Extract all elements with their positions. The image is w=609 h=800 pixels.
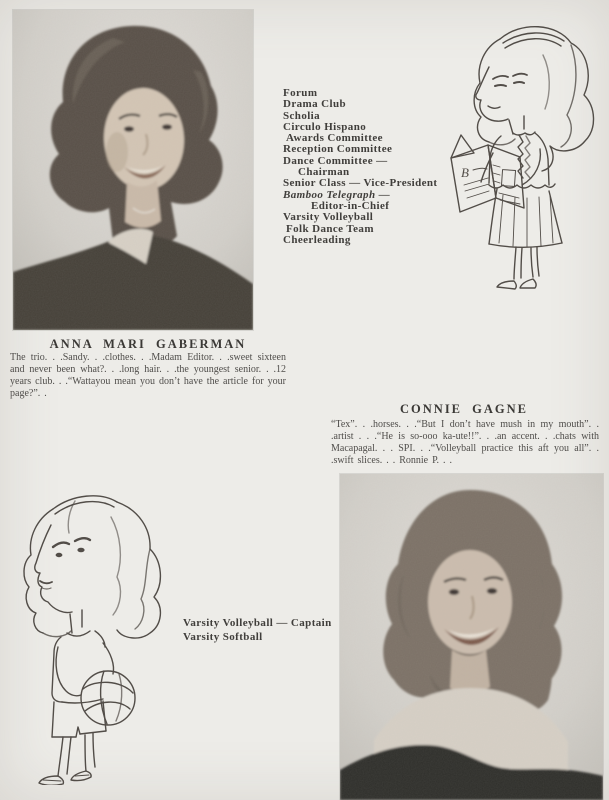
quote-gagne: “Tex”. . .horses. . .“But I don’t have mush in my mouth”. . .artist . . .“He is so-ooo ka-ute!!”. . .an accent. . .chats with Macapagal. . . SPI. . .“Volleyball practice this aft you all”. . .swift slices. . . Ronnie P. . . <box>331 419 599 466</box>
activities-list-gagne <box>183 617 332 644</box>
student-name-gagne: CONNIE GAGNE <box>400 402 528 416</box>
volleyball <box>81 671 135 725</box>
quote-gaberman: The trio. . .Sandy. . .clothes. . .Madam Editor. . .sweet sixteen and never been what?. . .long hair. . .the youngest senior. . .12 years club. . .“Wattayou mean you don’t have the article for your page?”. . <box>10 352 286 399</box>
publication-dash: — <box>375 188 391 201</box>
portrait-gaberman-illustration <box>13 10 253 330</box>
legs-feet <box>497 247 539 289</box>
hair <box>24 501 160 638</box>
activity-item: Dance Committee — <box>283 154 388 167</box>
activity-item: Varsity Volleyball <box>283 211 374 224</box>
portrait-gagne-illustration <box>340 474 603 800</box>
newspaper-text-lines <box>464 178 489 198</box>
face <box>35 525 90 613</box>
activity-item: Drama Club <box>283 98 346 111</box>
newspaper-masthead-letter: B <box>461 165 469 180</box>
skirt <box>489 189 562 247</box>
activity-item: Senior Class — Vice-President <box>283 177 438 190</box>
headband <box>503 33 564 48</box>
caricature-volleyball-girl-drawing <box>15 483 165 785</box>
photo-grain <box>13 10 253 330</box>
face <box>476 67 527 121</box>
shoe-left <box>497 281 516 289</box>
activity-item: Awards Committee <box>286 132 383 145</box>
shoe-right <box>520 279 536 288</box>
publication-title: Bamboo Telegraph <box>283 188 376 201</box>
caricature-newspaper-girl-drawing <box>443 15 600 295</box>
activity-item: Chairman <box>298 166 350 179</box>
shorts <box>52 701 106 737</box>
pleat-lines <box>499 195 553 247</box>
activity-item: Editor-in-Chief <box>311 199 390 212</box>
legs-feet <box>39 733 95 785</box>
activity-item: Varsity Volleyball — Captain <box>183 617 332 629</box>
activity-item: Reception Committee <box>283 143 393 156</box>
portrait-photo-gagne <box>340 474 603 800</box>
activity-item: Cheerleading <box>283 233 351 246</box>
portrait-photo-gaberman <box>13 10 253 330</box>
activity-item: Forum <box>283 87 318 99</box>
activity-item: Varsity Softball <box>183 630 263 643</box>
body-top <box>52 610 105 703</box>
student-name-gaberman: ANNA MARI GABERMAN <box>49 337 247 351</box>
activity-item: Circulo Hispano <box>283 120 367 133</box>
activity-item: Scholia <box>283 109 321 122</box>
newspaper-photo-box <box>501 170 515 187</box>
newspaper <box>451 135 524 212</box>
activity-item: Folk Dance Team <box>286 222 374 235</box>
headband <box>53 496 117 514</box>
photo-grain <box>340 474 603 800</box>
